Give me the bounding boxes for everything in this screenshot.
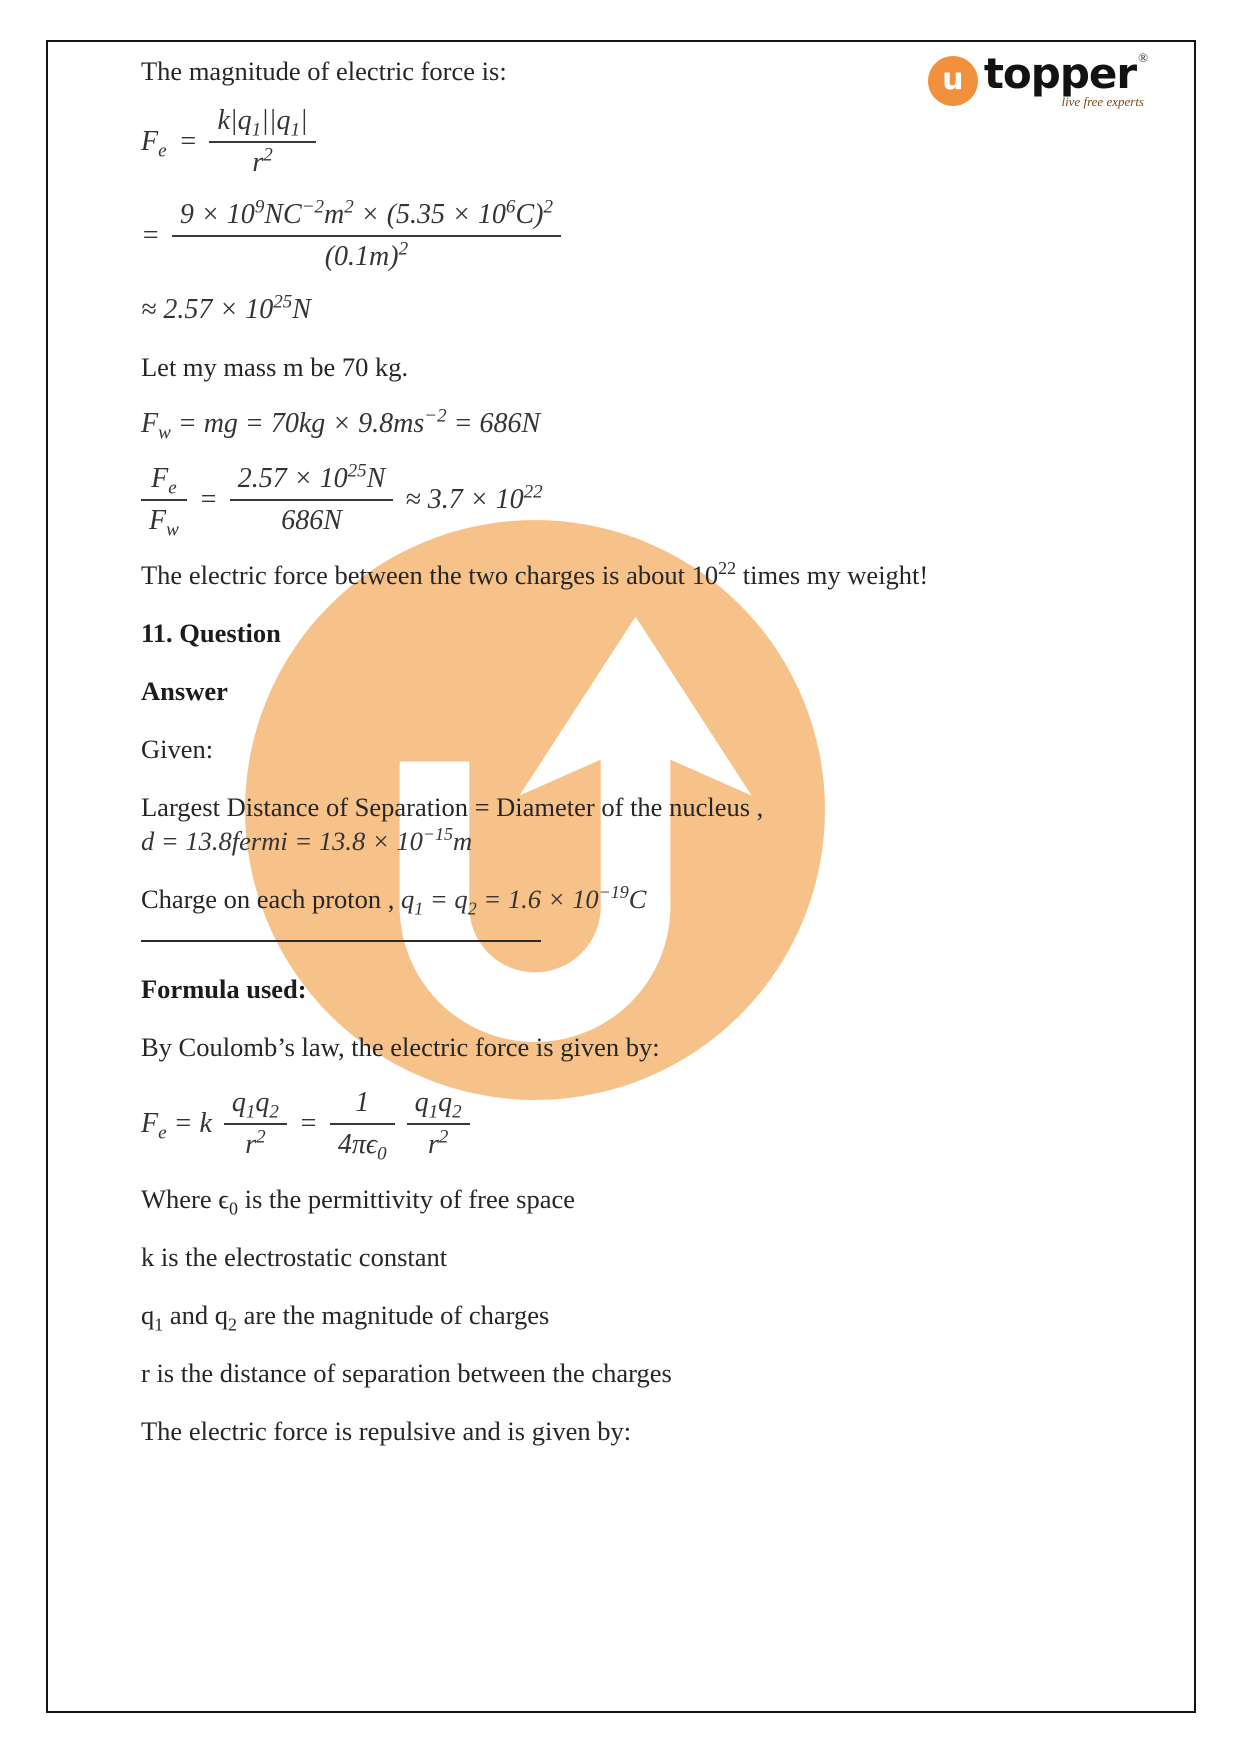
formula-lhs: $F_e$	[141, 126, 167, 162]
fraction	[407, 1088, 470, 1160]
fraction	[330, 1087, 395, 1165]
given-charge	[141, 882, 1081, 919]
paragraph-constant: k is the electrostatic constant	[141, 1242, 448, 1272]
formula-ratio	[141, 460, 1081, 541]
fraction-denominator: $r^2$	[209, 141, 315, 178]
brand-text	[983, 49, 1148, 110]
equals-sign: =	[178, 126, 198, 157]
paragraph-mass: Let my mass m be 70 kg.	[141, 352, 409, 382]
fraction-numerator: $k|q_1||q_1|$	[217, 105, 308, 141]
paragraph-separation: r is the distance of separation between the charges	[141, 1358, 672, 1388]
brand-u-icon	[928, 56, 978, 106]
given-charge-text: Charge on each proton ,	[141, 884, 395, 914]
given-distance-math: d = 13.8fermi = $13.8 \times 10^{-15}m$	[141, 824, 473, 856]
brand-icon-letter: u	[942, 62, 964, 97]
fraction-denominator: $4\pi\epsilon_0$	[330, 1123, 395, 1160]
paragraph-repulsive: The electric force is repulsive and is given by:	[141, 1416, 632, 1446]
given-distance-text: Largest Distance of Separation = Diameter of the nucleus ,	[141, 792, 764, 822]
formula-result: ≈ $2.57 \times 10^{25}N$	[141, 291, 311, 325]
paragraph-magnitude: The magnitude of electric force is:	[141, 56, 507, 86]
fraction-denominator: $(0.1m)^2$	[172, 235, 561, 272]
formula-substitution	[141, 196, 1081, 272]
equals-sign: =	[141, 220, 160, 251]
formula-weight: $F_w$ = mg = $70kg \times 9.8ms^{-2} = 686N$	[141, 405, 541, 444]
fraction	[172, 196, 561, 272]
fraction-numerator: $9 \times 10^9NC^{-2}m^2 \times (5.35 \times 10^6C)^2$	[179, 196, 553, 230]
fraction-numerator: $q_1q_2$	[231, 1087, 279, 1123]
fraction	[224, 1088, 287, 1160]
brand-name: topper	[983, 49, 1137, 98]
equals-sign: =	[198, 484, 218, 515]
given-distance	[141, 790, 1081, 858]
formula-rhs: ≈ $3.7 \times 10^{22}$	[405, 481, 543, 515]
fraction-numerator: 1	[355, 1087, 370, 1118]
paragraph-given: Given:	[141, 734, 214, 764]
paragraph-conclusion: The electric force between the two charges is about $10^{22}$ times my weight!	[141, 558, 929, 590]
solution-content	[141, 54, 1081, 1472]
given-charge-math: $q_1 = q_2 = 1.6 \times 10^{-19}C$	[401, 882, 647, 919]
equals-sign: =	[298, 1108, 318, 1139]
registered-mark: ®	[1138, 50, 1148, 65]
fraction-denominator: $r^2$	[407, 1123, 470, 1160]
fraction	[230, 460, 394, 536]
formula-electric-force	[141, 106, 1081, 178]
fraction	[209, 106, 315, 178]
fraction	[141, 463, 187, 541]
paragraph-permittivity: Where $\epsilon_0$ is the permittivity of free space	[141, 1184, 576, 1219]
paragraph-charges: $q_1$ and $q_2$ are the magnitude of charges	[141, 1300, 550, 1335]
fraction-denominator: $r^2$	[224, 1123, 287, 1160]
heading-question: 11. Question	[141, 618, 281, 648]
heading-answer: Answer	[141, 676, 228, 706]
fraction-numerator: $2.57 \times 10^{25}N$	[237, 460, 386, 494]
fraction-denominator: $F_w$	[141, 499, 187, 536]
fraction-denominator: 686N	[230, 499, 394, 536]
brand-tagline: live free experts	[1061, 94, 1144, 109]
divider-line	[141, 940, 541, 942]
formula-lhs: $F_e = k$	[141, 1108, 212, 1144]
brand-logo	[928, 49, 1148, 110]
heading-formula-used: Formula used:	[141, 974, 307, 1004]
formula-coulomb-law	[141, 1087, 1081, 1165]
fraction-numerator: $F_e$	[151, 463, 177, 499]
fraction-numerator: $q_1q_2$	[414, 1087, 462, 1123]
paragraph-coulomb-law: By Coulomb’s law, the electric force is given by:	[141, 1032, 660, 1062]
